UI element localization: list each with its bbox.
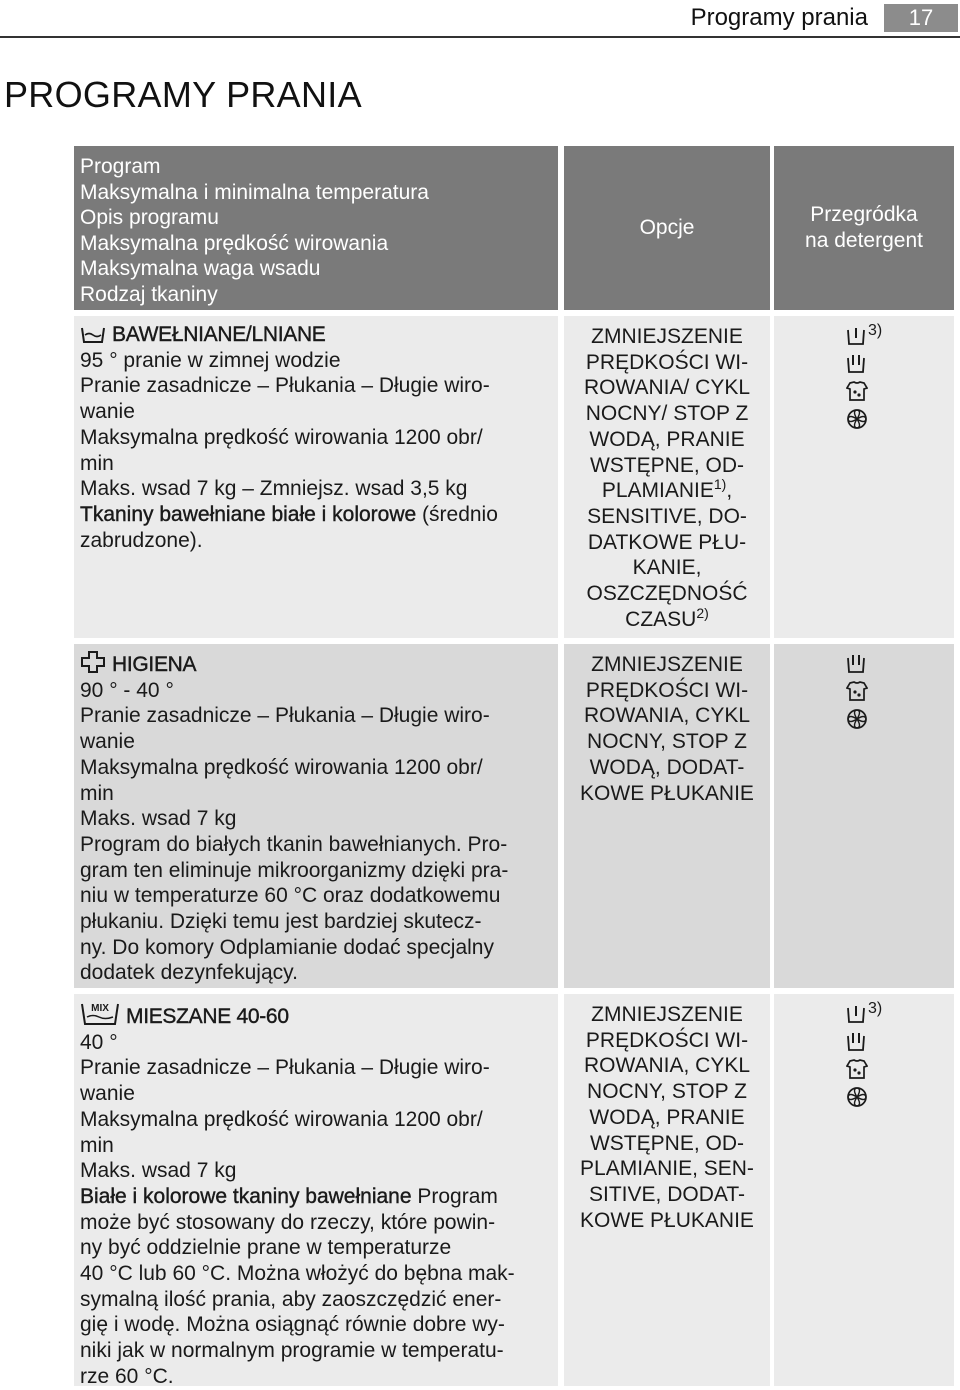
option-line: PLAMIANIE [601, 479, 714, 503]
option-line: WSTĘPNE, OD- [589, 453, 744, 477]
program-line: Program do białych tkanin bawełnianych. Pro- [80, 832, 508, 856]
option-line: OSZCZĘDNOŚĆ [586, 582, 748, 606]
program-line: wanie [80, 1082, 135, 1106]
fabric-note: (średnio [416, 502, 498, 526]
program-line: gram ten eliminuje mikroorganizmy dzięki pra- [80, 858, 509, 882]
option-separator: , [726, 479, 733, 503]
detergent-cell-hygiene [774, 644, 954, 988]
header-line-max-load: Maksymalna waga wsadu [80, 257, 321, 280]
option-line: ZMNIEJSZENIE [591, 325, 743, 348]
option-line: WSTĘPNE, OD- [589, 1131, 744, 1155]
hygiene-cross-icon [80, 650, 106, 674]
footnote-ref: 3) [868, 322, 883, 339]
mix-icon-label: MIX [91, 1003, 109, 1014]
program-cell-cotton [74, 316, 558, 638]
page-title: PROGRAMY PRANIA [4, 74, 362, 115]
header-line-program: Program [80, 155, 161, 178]
description-start: Program [411, 1184, 498, 1208]
option-line: PLAMIANIE, SEN- [580, 1157, 754, 1181]
program-line: Maks. wsad 7 kg [80, 1159, 237, 1183]
program-line: min [80, 781, 114, 805]
program-line: 95 ° pranie w zimnej wodzie [80, 348, 341, 372]
page-number: 17 [884, 4, 958, 32]
main-wash-compartment-icon [846, 652, 866, 674]
options-cell-mixed [564, 994, 770, 1386]
fabric-type: Tkaniny bawełniane białe i kolorowe [80, 502, 417, 526]
prewash-compartment-icon [846, 1002, 866, 1024]
option-line: WODĄ, DODAT- [589, 755, 745, 779]
program-line: Maksymalna prędkość wirowania 1200 obr/ [80, 425, 483, 449]
softener-compartment-icon [846, 708, 868, 730]
detergent-cell-mixed [774, 994, 954, 1386]
header-options-label: Opcje [639, 216, 695, 239]
stain-compartment-icon [846, 680, 868, 702]
option-line: SENSITIVE, DO- [587, 504, 747, 528]
program-line: płukaniu. Dzięki temu jest bardziej skutecz- [80, 910, 482, 934]
description-line: rze 60 °C. [80, 1364, 174, 1388]
option-line: KOWE PŁUKANIE [580, 781, 754, 805]
header-line-spin-speed: Maksymalna prędkość wirowania [80, 231, 389, 255]
program-line: Maksymalna prędkość wirowania 1200 obr/ [80, 1107, 483, 1131]
description-line: może być stosowany do rzeczy, które powin- [80, 1210, 496, 1234]
option-line: SITIVE, DODAT- [589, 1182, 745, 1206]
program-line: min [80, 451, 114, 475]
header-line-temperature: Maksymalna i minimalna temperatura [80, 180, 429, 204]
description-line: 40 °C lub 60 °C. Można włożyć do bębna mak- [80, 1262, 515, 1286]
program-line: Pranie zasadnicze – Płukania – Długie wiro- [80, 704, 490, 728]
header-cell-options [564, 146, 770, 310]
tub-icon [80, 324, 106, 344]
footnote-ref: 1) [713, 476, 727, 493]
option-line: DATKOWE PŁU- [587, 530, 747, 554]
description-line: symalną ilość prania, aby zaoszczędzić ener- [80, 1287, 502, 1311]
program-line: dodatek dezynfekujący. [80, 961, 298, 985]
description-line: gię i wodę. Można osiągnąć równie dobre wy- [80, 1313, 505, 1337]
program-line: Maks. wsad 7 kg [80, 807, 237, 831]
option-line: ZMNIEJSZENIE [591, 1003, 743, 1026]
option-line: WODĄ, PRANIE [589, 427, 745, 451]
program-line: Maks. wsad 7 kg – Zmniejsz. wsad 3,5 kg [80, 477, 468, 501]
header-detergent-line-2: na detergent [805, 229, 923, 252]
option-line: ROWANIA, CYKL [583, 1054, 751, 1078]
program-cell-mixed [74, 994, 558, 1386]
main-wash-compartment-icon [846, 1030, 866, 1052]
option-line: KANIE, [632, 556, 702, 580]
header-detergent-line-1: Przegródka [810, 203, 918, 226]
main-wash-compartment-icon [846, 352, 866, 374]
program-line: wanie [80, 730, 135, 754]
option-line: NOCNY, STOP Z [587, 1080, 747, 1104]
option-line: WODĄ, PRANIE [589, 1105, 745, 1129]
prewash-compartment-icon [846, 324, 866, 346]
program-line: Maksymalna prędkość wirowania 1200 obr/ [80, 755, 483, 779]
fabric-type: Białe i kolorowe tkaniny bawełniane [80, 1184, 412, 1208]
program-line: 90 ° - 40 ° [80, 678, 174, 702]
program-line: min [80, 1133, 114, 1157]
program-line: 40 ° [80, 1030, 118, 1054]
program-name: HIGIENA [112, 653, 197, 676]
header-line-description: Opis programu [80, 206, 219, 229]
mix-tub-icon [80, 1000, 120, 1026]
running-title: Programy prania [690, 4, 868, 31]
program-line: ny. Do komory Odplamianie dodać specjalny [80, 935, 494, 959]
description-line: ny być oddzielnie prane w temperaturze [80, 1236, 452, 1260]
program-line: Pranie zasadnicze – Płukania – Długie wiro- [80, 1056, 490, 1080]
program-cell-hygiene [74, 644, 558, 988]
footnote-ref: 3) [868, 1000, 883, 1017]
program-line: niu w temperaturze 60 °C oraz dodatkowemu [80, 884, 501, 908]
program-line: wanie [80, 400, 135, 424]
option-line: PRĘDKOŚCI WI- [585, 1028, 749, 1052]
header-cell-program [74, 146, 558, 310]
options-cell-hygiene [564, 644, 770, 988]
option-line: CZASU [625, 607, 697, 631]
stain-compartment-icon [846, 380, 868, 402]
program-name: MIESZANE 40-60 [126, 1005, 289, 1028]
option-line: NOCNY/ STOP Z [585, 402, 749, 426]
option-line: ROWANIA/ CYKL [583, 376, 751, 400]
option-line: PRĘDKOŚCI WI- [585, 678, 749, 702]
stain-compartment-icon [846, 1058, 868, 1080]
description-line: niki jak w normalnym programie w temperatu- [80, 1339, 504, 1363]
header-line-fabric: Rodzaj tkaniny [80, 282, 218, 306]
detergent-cell-cotton [774, 316, 954, 638]
softener-compartment-icon [846, 408, 868, 430]
option-line: PRĘDKOŚCI WI- [585, 350, 749, 374]
program-line: Pranie zasadnicze – Płukania – Długie wiro- [80, 374, 490, 398]
option-line: ZMNIEJSZENIE [591, 653, 743, 676]
option-line: KOWE PŁUKANIE [580, 1208, 754, 1232]
header-cell-detergent [774, 146, 954, 310]
fabric-note-tail: zabrudzone). [80, 528, 203, 552]
option-line: NOCNY, STOP Z [587, 730, 747, 754]
program-name: BAWEŁNIANE/LNIANE [112, 323, 326, 346]
option-line: ROWANIA, CYKL [583, 704, 751, 728]
footnote-ref: 2) [696, 604, 709, 621]
softener-compartment-icon [846, 1086, 868, 1108]
options-cell-cotton [564, 316, 770, 638]
